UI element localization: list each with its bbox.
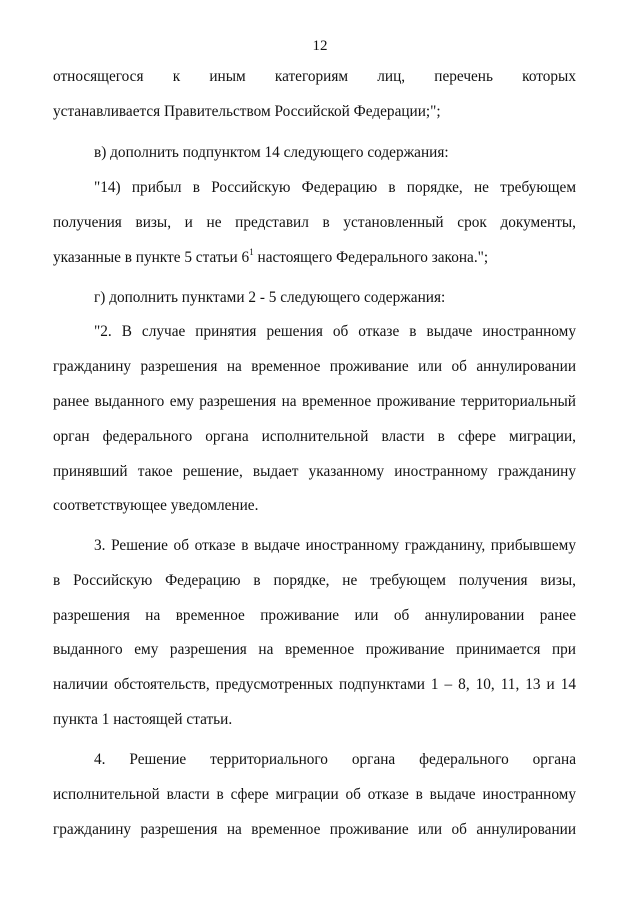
text-segment: указанные в пункте 5 статьи 6 — [53, 249, 250, 266]
text-line: 4. Решение территориального органа федерального органа — [94, 751, 576, 768]
text-line: орган федерального органа исполнительной власти в сфере миграции, — [53, 428, 576, 445]
text-line: принявший такое решение, выдает указанному иностранному гражданину — [53, 463, 576, 480]
text-line: исполнительной власти в сфере миграции об отказе в выдаче иностранному — [53, 786, 576, 803]
text-line: выданного ему разрешения на временное проживание принимается при — [53, 641, 576, 658]
text-line: 3. Решение об отказе в выдаче иностранному гражданину, прибывшему — [94, 537, 576, 554]
text-line: в) дополнить подпунктом 14 следующего содержания: — [94, 144, 449, 161]
page-number: 12 — [312, 38, 328, 54]
text-line: ранее выданного ему разрешения на временное проживание территориальный — [53, 393, 576, 410]
text-line: получения визы, и не представил в установленный срок документы, — [53, 214, 576, 231]
text-line: устанавливается Правительством Российской Федерации;"; — [53, 103, 441, 120]
text-line: разрешения на временное проживание или об аннулировании ранее — [53, 607, 576, 624]
text-line: наличии обстоятельств, предусмотренных подпунктами 1 – 8, 10, 11, 13 и 14 — [53, 676, 576, 693]
superscript: 1 — [249, 246, 254, 257]
text-line: пункта 1 настоящей статьи. — [53, 711, 233, 728]
text-line: гражданину разрешения на временное проживание или об аннулировании — [53, 358, 576, 375]
text-segment: настоящего Федерального закона."; — [253, 249, 489, 266]
text-line: соответствующее уведомление. — [53, 497, 259, 514]
text-line: "2. В случае принятия решения об отказе в выдаче иностранному — [94, 323, 576, 340]
text-line: в Российскую Федерацию в порядке, не требующем получения визы, — [53, 572, 576, 589]
text-line: относящегося к иным категориям лиц, перечень которых — [53, 68, 576, 85]
text-line — [53, 248, 576, 268]
text-line: г) дополнить пунктами 2 - 5 следующего содержания: — [94, 289, 446, 306]
text-line: "14) прибыл в Российскую Федерацию в порядке, не требующем — [94, 179, 576, 196]
text-line: гражданину разрешения на временное проживание или об аннулировании — [53, 821, 576, 838]
